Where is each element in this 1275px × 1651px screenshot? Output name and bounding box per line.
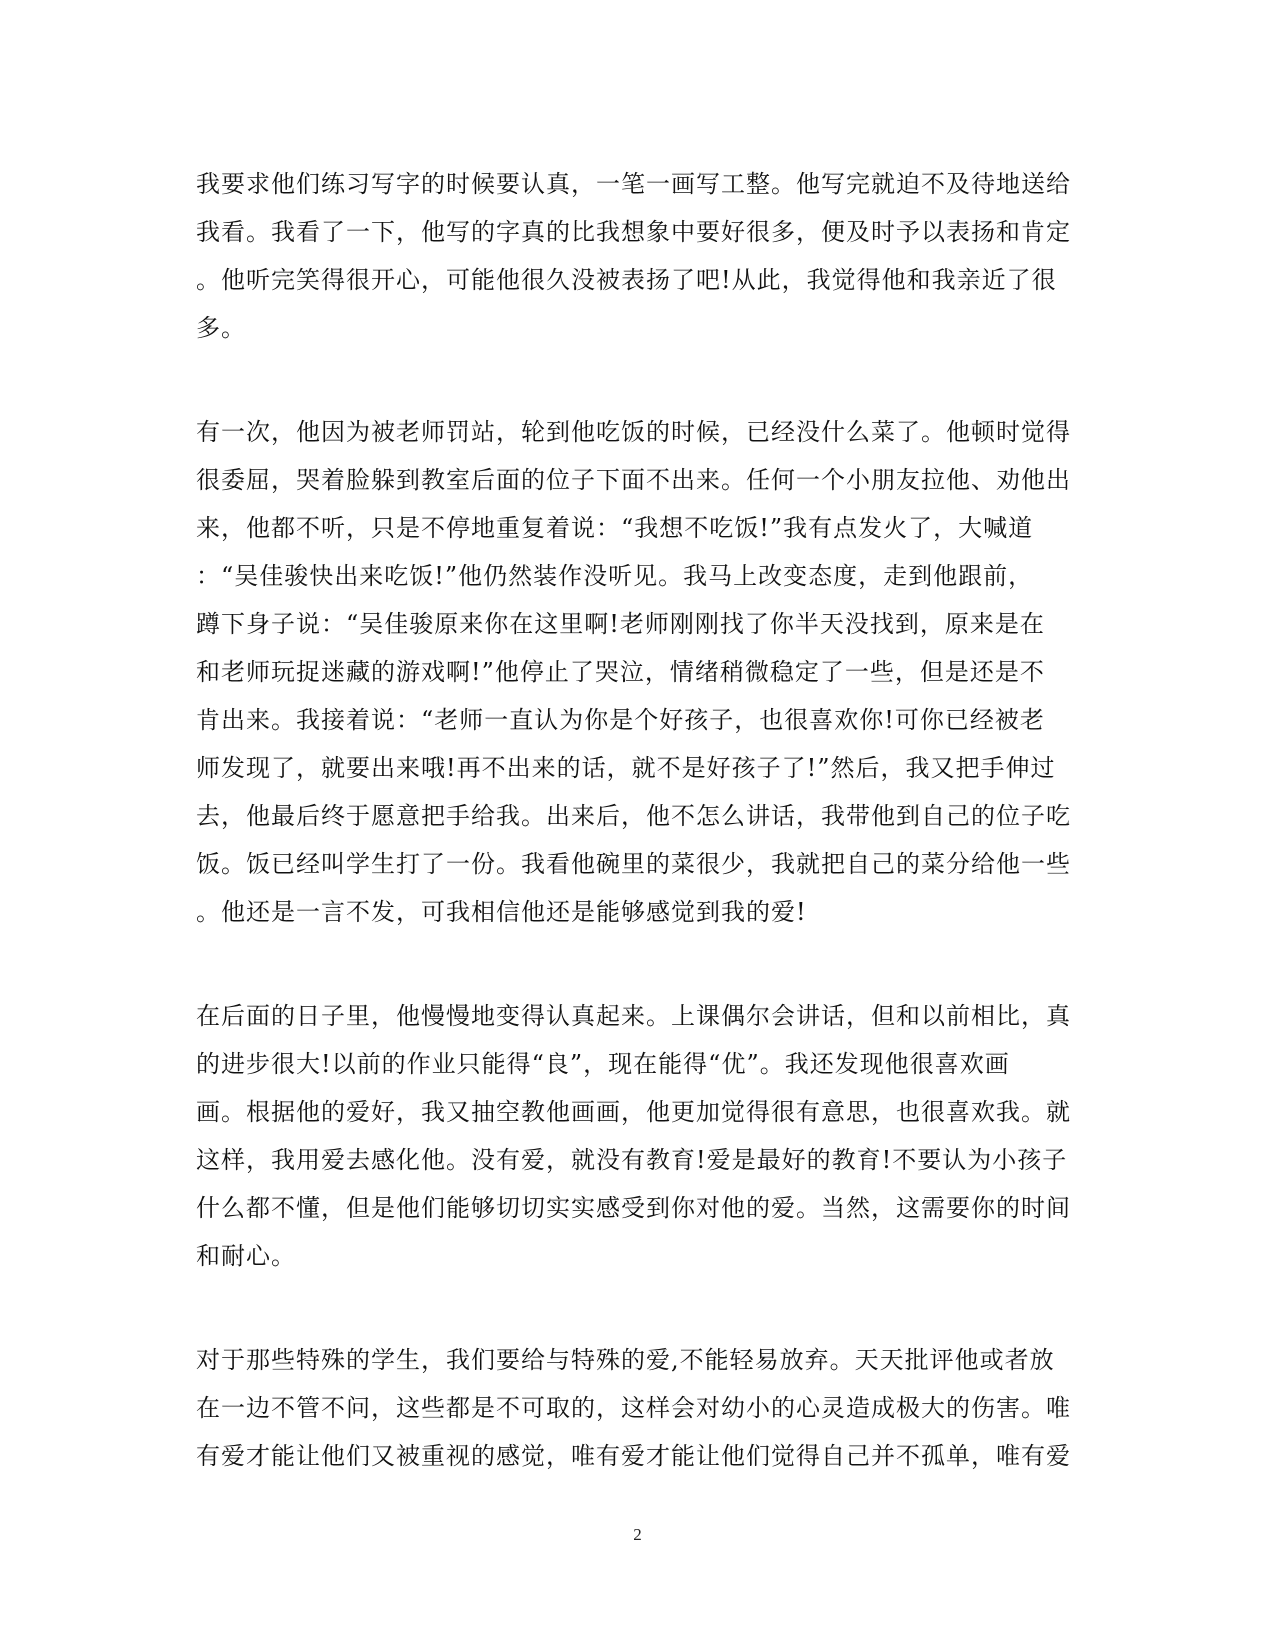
text-line: 肯出来。我接着说：“老师一直认为你是个好孩子，也很喜欢你!可你已经被老 <box>196 706 1045 734</box>
text-line: 有爱才能让他们又被重视的感觉，唯有爱才能让他们觉得自己并不孤单，唯有爱 <box>196 1442 1071 1470</box>
paragraph-3 <box>196 992 1076 1280</box>
text-line: 有一次，他因为被老师罚站，轮到他吃饭的时候，已经没什么菜了。他顿时觉得 <box>196 418 1071 446</box>
paragraph-2 <box>196 408 1076 936</box>
text-line: 来，他都不听，只是不停地重复着说：“我想不吃饭!”我有点发火了，大喊道 <box>196 514 1034 542</box>
text-line: 我要求他们练习写字的时候要认真，一笔一画写工整。他写完就迫不及待地送给 <box>196 170 1071 198</box>
text-line: 去，他最后终于愿意把手给我。出来后，他不怎么讲话，我带他到自己的位子吃 <box>196 802 1071 830</box>
text-line: 在一边不管不问，这些都是不可取的，这样会对幼小的心灵造成极大的伤害。唯 <box>196 1394 1071 1422</box>
paragraph-1 <box>196 160 1076 352</box>
text-line: 饭。饭已经叫学生打了一份。我看他碗里的菜很少，我就把自己的菜分给他一些 <box>196 850 1071 878</box>
text-line: 蹲下身子说：“吴佳骏原来你在这里啊!老师刚刚找了你半天没找到，原来是在 <box>196 610 1045 638</box>
text-line: 和耐心。 <box>196 1242 296 1270</box>
text-line: 在后面的日子里，他慢慢地变得认真起来。上课偶尔会讲话，但和以前相比，真 <box>196 1002 1071 1030</box>
text-line: 和老师玩捉迷藏的游戏啊!”他停止了哭泣，情绪稍微稳定了一些，但是还是不 <box>196 658 1045 686</box>
text-line: 多。 <box>196 314 246 342</box>
text-line: ：“吴佳骏快出来吃饭!”他仍然装作没听见。我马上改变态度，走到他跟前， <box>196 562 1034 590</box>
text-line: 。他还是一言不发，可我相信他还是能够感觉到我的爱! <box>196 898 807 926</box>
text-line: 这样，我用爱去感化他。没有爱，就没有教育!爱是最好的教育!不要认为小孩子 <box>196 1146 1068 1174</box>
text-line: 。他听完笑得很开心，可能他很久没被表扬了吧!从此，我觉得他和我亲近了很 <box>196 266 1057 294</box>
text-line: 对于那些特殊的学生，我们要给与特殊的爱,不能轻易放弃。天天批评他或者放 <box>196 1346 1055 1374</box>
paragraph-4 <box>196 1336 1076 1480</box>
text-line: 师发现了，就要出来哦!再不出来的话，就不是好孩子了!”然后，我又把手伸过 <box>196 754 1056 782</box>
text-line: 的进步很大!以前的作业只能得“良”，现在能得“优”。我还发现他很喜欢画 <box>196 1050 1010 1078</box>
body-text <box>196 160 1076 1536</box>
text-line: 什么都不懂，但是他们能够切切实实感受到你对他的爱。当然，这需要你的时间 <box>196 1194 1071 1222</box>
text-line: 我看。我看了一下，他写的字真的比我想象中要好很多，便及时予以表扬和肯定 <box>196 218 1071 246</box>
text-line: 画。根据他的爱好，我又抽空教他画画，他更加觉得很有意思，也很喜欢我。就 <box>196 1098 1071 1126</box>
text-line: 很委屈，哭着脸躲到教室后面的位子下面不出来。任何一个小朋友拉他、劝他出 <box>196 466 1071 494</box>
page-number: 2 <box>633 1525 642 1544</box>
